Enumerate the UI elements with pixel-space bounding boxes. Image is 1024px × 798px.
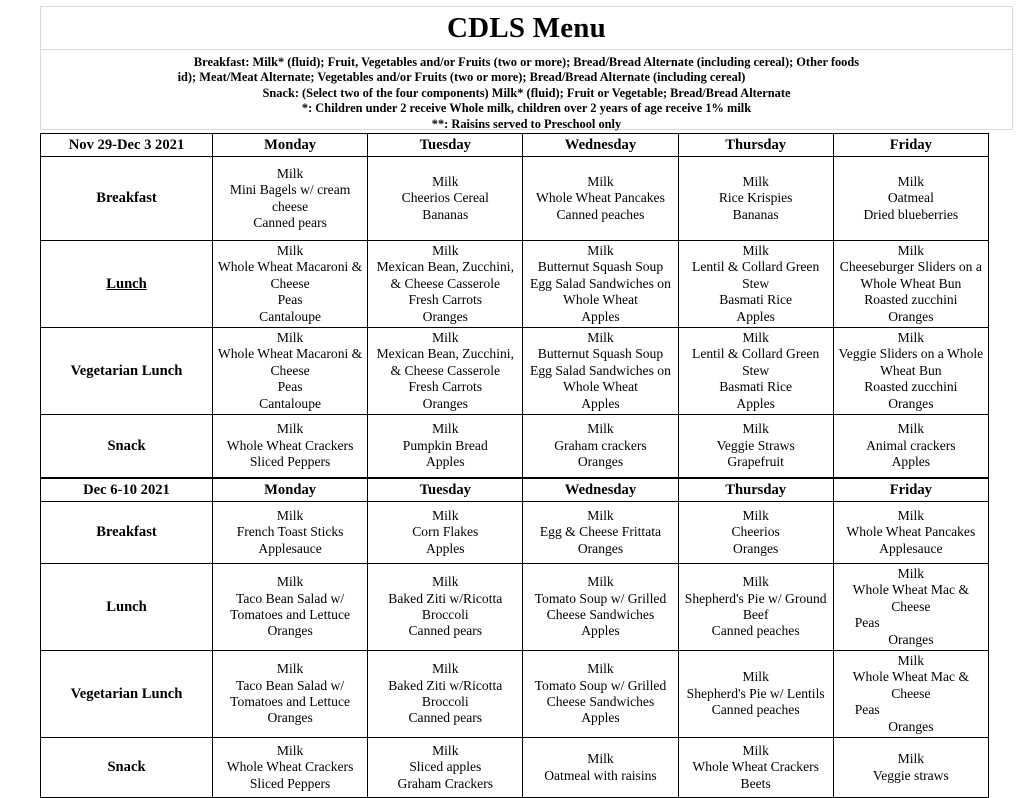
menu-item: Basmati Rice <box>719 292 793 308</box>
menu-cell <box>213 157 368 241</box>
menu-item: Milk <box>742 243 769 258</box>
table-row <box>41 564 989 651</box>
menu-item: Mini Bagels w/ cream cheese <box>229 182 351 214</box>
menu-item: Apples <box>736 308 775 324</box>
menu-item: Lentil & Collard Green Stew <box>692 346 820 378</box>
menu-cell <box>368 651 523 738</box>
menu-item: Whole Wheat Crackers <box>692 759 819 775</box>
menu-cell <box>368 328 523 415</box>
menu-item: Broccoli <box>421 607 469 623</box>
menu-item: Apples <box>581 395 620 411</box>
menu-item: Whole Wheat Crackers <box>226 759 354 775</box>
menu-item: Cheerios Cereal <box>401 190 489 206</box>
menu-item: Egg Salad Sandwiches on Whole Wheat <box>530 362 671 395</box>
day-header-monday: Monday <box>213 134 368 157</box>
menu-cell <box>833 328 988 415</box>
menu-item: Butternut Squash Soup <box>537 346 664 362</box>
menu-item: Applesauce <box>879 540 943 556</box>
menu-item: Milk <box>742 742 769 758</box>
note-line-snack: Snack: (Select two of the four components) Milk* (fluid); Fruit or Vegetable; Bread/Bread Alternate <box>262 85 791 100</box>
menu-item: Dried blueberries <box>863 206 959 222</box>
menu-item: Mexican Bean, Zucchini, & Cheese Casserole <box>376 346 514 378</box>
menu-item: Oatmeal with raisins <box>544 767 657 783</box>
menu-item: Applesauce <box>258 540 322 556</box>
day-header-friday: Friday <box>833 479 988 502</box>
menu-item: Oranges <box>577 540 624 556</box>
menu-item: Canned peaches <box>556 206 645 222</box>
day-header-friday: Friday <box>833 134 988 157</box>
menu-cell <box>523 564 678 651</box>
menu-item: Veggie Sliders on a Whole Wheat Bun <box>838 346 984 378</box>
menu-item: Corn Flakes <box>412 524 479 540</box>
menu-cell <box>213 502 368 564</box>
menu-cell <box>833 157 988 241</box>
meal-label-snack: Snack <box>41 415 213 478</box>
menu-item: Oranges <box>422 395 468 411</box>
menu-item: Whole Wheat Macaroni & Cheese <box>217 346 363 378</box>
menu-item: Canned pears <box>408 623 483 639</box>
menu-item: Milk <box>742 330 769 346</box>
menu-item: French Toast Sticks <box>236 524 344 540</box>
menu-item: Graham Crackers <box>397 775 494 791</box>
menu-cell <box>213 564 368 651</box>
menu-cell <box>368 738 523 798</box>
menu-item: Milk <box>276 165 304 181</box>
menu-item: Milk <box>897 507 925 523</box>
menu-cell <box>678 651 833 738</box>
menu-item: Apples <box>581 308 620 324</box>
table-row <box>41 241 989 328</box>
menu-item: Milk <box>742 421 769 437</box>
table-body <box>41 502 989 798</box>
menu-item: Veggie Straws <box>716 437 795 453</box>
menu-table-week-2 <box>40 478 989 798</box>
menu-item: Oranges <box>577 454 624 470</box>
menu-item: Canned pears <box>253 214 327 230</box>
menu-item: Milk <box>432 330 459 346</box>
day-header-tuesday: Tuesday <box>368 479 523 502</box>
menu-item: Rice Krispies <box>718 190 793 206</box>
day-header-thursday: Thursday <box>678 479 833 502</box>
menu-cell <box>368 564 523 651</box>
menu-cell <box>213 241 368 328</box>
menu-item: Milk <box>276 330 304 346</box>
menu-item: Canned peaches <box>711 623 800 639</box>
menu-cell <box>213 651 368 738</box>
menu-cell <box>678 738 833 798</box>
menu-item: Milk <box>276 574 304 590</box>
menu-item: Milk <box>587 574 614 590</box>
day-header-tuesday: Tuesday <box>368 134 523 157</box>
menu-item: Taco Bean Salad w/ Tomatoes and Lettuce <box>230 677 351 710</box>
menu-item: Milk <box>432 421 459 437</box>
menu-item: Baked Ziti w/Ricotta <box>388 590 503 606</box>
menu-cell <box>678 502 833 564</box>
menu-item: Apples <box>891 454 931 470</box>
menu-item: Apples <box>426 454 465 470</box>
table-row <box>41 157 989 241</box>
menu-item: Whole Wheat Mac & Cheese <box>852 582 970 614</box>
menu-item: Milk <box>897 566 925 581</box>
menu-item: Oranges <box>888 631 934 647</box>
menu-item: Bananas <box>732 206 779 222</box>
menu-item: Milk <box>587 421 614 437</box>
menu-cell <box>833 651 988 738</box>
menu-item: Milk <box>742 669 769 685</box>
meal-label-lunch: Lunch <box>41 564 213 651</box>
menu-item: Milk <box>432 507 459 523</box>
menu-item: Milk <box>897 653 925 669</box>
menu-item: Whole Wheat Macaroni & Cheese <box>217 259 363 291</box>
menu-item: Milk <box>897 173 925 189</box>
menu-item: Grapefruit <box>727 454 784 470</box>
menu-item: Whole Wheat Mac & Cheese <box>852 669 970 701</box>
menu-item: Veggie straws <box>872 767 949 783</box>
menu-item: Whole Wheat Pancakes <box>846 524 976 540</box>
menu-cell <box>678 564 833 651</box>
menu-item: Apples <box>426 540 465 556</box>
menu-item: Milk <box>742 173 769 189</box>
menu-cell <box>678 415 833 478</box>
menu-item: Shepherd's Pie w/ Ground Beef <box>684 590 827 623</box>
menu-item: Milk <box>587 330 614 346</box>
menu-item: Canned pears <box>408 710 483 726</box>
note-line-raisins-asterisk: **: Raisins served to Preschool only <box>431 116 622 131</box>
menu-item: Milk <box>742 574 769 590</box>
day-header-wednesday: Wednesday <box>523 479 678 502</box>
menu-item: Milk <box>432 243 459 258</box>
menu-item: Peas <box>277 379 303 395</box>
menu-item: Milk <box>432 661 459 677</box>
menu-cell <box>678 241 833 328</box>
menu-item: Shepherd's Pie w/ Lentils <box>686 685 825 701</box>
menu-item: Beets <box>740 775 771 791</box>
menu-cell <box>833 564 988 651</box>
menu-item: Roasted zucchini <box>864 292 958 308</box>
menu-item: Fresh Carrots <box>408 292 483 308</box>
menu-item: Milk <box>276 421 304 437</box>
menu-item: Baked Ziti w/Ricotta <box>388 677 503 693</box>
menu-item: Oranges <box>888 395 934 411</box>
menu-item: Oatmeal <box>887 190 934 206</box>
menu-cell <box>678 157 833 241</box>
menu-item: Sliced Peppers <box>249 454 331 470</box>
menu-item: Mexican Bean, Zucchini, & Cheese Casserole <box>376 259 514 291</box>
menu-item: Oranges <box>888 308 934 324</box>
menu-item: Milk <box>587 507 614 523</box>
menu-item: Milk <box>897 330 925 346</box>
table-body <box>41 157 989 478</box>
menu-cell <box>368 415 523 478</box>
menu-item: Roasted zucchini <box>864 379 958 395</box>
table-row <box>41 415 989 478</box>
menu-item: Oranges <box>733 540 779 556</box>
menu-cell <box>523 157 678 241</box>
menu-item: Peas <box>277 292 303 308</box>
menu-item: Oranges <box>267 710 313 726</box>
menu-item: Oranges <box>422 308 468 324</box>
menu-item: Pumpkin Bread <box>402 437 488 453</box>
menu-cell <box>523 328 678 415</box>
menu-item: Cantaloupe <box>259 395 322 411</box>
title-box <box>40 6 1013 50</box>
menu-item: Cantaloupe <box>259 308 322 324</box>
menu-cell <box>523 738 678 798</box>
menu-item: Whole Wheat Pancakes <box>536 190 665 206</box>
menu-item: Cheerios <box>731 524 780 540</box>
menu-cell <box>523 651 678 738</box>
menu-item: Oranges <box>267 623 313 639</box>
menu-item: Graham crackers <box>554 437 647 453</box>
menu-item: Canned peaches <box>711 702 800 718</box>
table-header-row <box>41 479 989 502</box>
menu-item: Sliced Peppers <box>249 775 331 791</box>
note-line-milk-asterisk: *: Children under 2 receive Whole milk, children over 2 years of age receive 1% milk <box>301 101 752 116</box>
menu-item: Egg Salad Sandwiches on Whole Wheat <box>530 275 671 308</box>
day-header-wednesday: Wednesday <box>523 134 678 157</box>
meal-label-vegetarian-lunch: Vegetarian Lunch <box>41 651 213 738</box>
week-range-label: Dec 6-10 2021 <box>41 479 213 502</box>
menu-item: Peas <box>854 615 880 631</box>
menu-item: Tomato Soup w/ Grilled Cheese Sandwiches <box>534 590 667 623</box>
menu-cell <box>833 738 988 798</box>
meal-label-breakfast: Breakfast <box>41 157 213 241</box>
menu-item: Butternut Squash Soup <box>537 259 664 275</box>
meal-pattern-notes <box>40 50 1013 130</box>
meal-label-snack: Snack <box>41 738 213 798</box>
menu-cell <box>833 502 988 564</box>
menu-item: Fresh Carrots <box>408 379 483 395</box>
menu-item: Cheeseburger Sliders on a Whole Wheat Bun <box>839 259 982 291</box>
menu-item: Apples <box>581 710 620 726</box>
menu-item: Whole Wheat Crackers <box>226 437 354 453</box>
note-line-lunch: id); Meat/Meat Alternate; Vegetables and/or Fruits (two or more); Bread/Bread Alternate (including cereal) <box>177 70 746 85</box>
menu-item: Sliced apples <box>409 759 482 775</box>
menu-item: Egg & Cheese Frittata <box>539 524 662 540</box>
menu-item: Milk <box>432 574 459 590</box>
menu-item: Peas <box>854 702 880 718</box>
table-row <box>41 738 989 798</box>
meal-label-lunch: Lunch <box>41 241 213 328</box>
menu-item: Milk <box>587 661 614 677</box>
menu-item: Broccoli <box>421 694 469 710</box>
menu-item: Oranges <box>888 718 934 734</box>
menu-cell <box>523 241 678 328</box>
menu-item: Apples <box>736 395 775 411</box>
menu-item: Basmati Rice <box>719 379 793 395</box>
menu-cell <box>213 328 368 415</box>
menu-cell <box>833 415 988 478</box>
menu-item: Tomato Soup w/ Grilled Cheese Sandwiches <box>534 677 667 710</box>
menu-item: Milk <box>897 751 925 767</box>
meal-label-breakfast: Breakfast <box>41 502 213 564</box>
table-header-row <box>41 134 989 157</box>
menu-item: Milk <box>276 661 304 677</box>
menu-cell <box>833 241 988 328</box>
menu-item: Apples <box>581 623 620 639</box>
menu-item: Milk <box>897 421 925 437</box>
menu-item: Lentil & Collard Green Stew <box>692 259 820 291</box>
menu-item: Milk <box>432 742 459 758</box>
menu-item: Milk <box>587 243 614 258</box>
menu-item: Milk <box>587 751 614 767</box>
menu-cell <box>368 502 523 564</box>
menu-item: Milk <box>276 742 304 758</box>
table-row <box>41 328 989 415</box>
menu-item: Milk <box>432 173 459 189</box>
menu-item: Milk <box>897 243 925 258</box>
week-range-label: Nov 29-Dec 3 2021 <box>41 134 213 157</box>
menu-item: Taco Bean Salad w/ Tomatoes and Lettuce <box>230 590 351 623</box>
note-line-breakfast: Breakfast: Milk* (fluid); Fruit, Vegetables and/or Fruits (two or more); Bread/Bread Alternate (including cereal); Other foods <box>193 55 860 69</box>
menu-table-week-1 <box>40 133 989 478</box>
menu-item: Milk <box>742 507 769 523</box>
meal-label-vegetarian-lunch: Vegetarian Lunch <box>41 328 213 415</box>
menu-item: Milk <box>276 243 304 258</box>
table-row <box>41 651 989 738</box>
menu-item: Animal crackers <box>866 437 956 453</box>
menu-cell <box>678 328 833 415</box>
menu-cell <box>213 738 368 798</box>
menu-item: Milk <box>587 173 614 189</box>
menu-cell <box>523 502 678 564</box>
menu-cell <box>368 157 523 241</box>
day-header-thursday: Thursday <box>678 134 833 157</box>
menu-cell <box>213 415 368 478</box>
day-header-monday: Monday <box>213 479 368 502</box>
menu-cell <box>368 241 523 328</box>
page-title: CDLS Menu <box>447 11 606 44</box>
menu-cell <box>523 415 678 478</box>
table-row <box>41 502 989 564</box>
menu-item: Milk <box>276 507 304 523</box>
menu-item: Bananas <box>422 206 469 222</box>
